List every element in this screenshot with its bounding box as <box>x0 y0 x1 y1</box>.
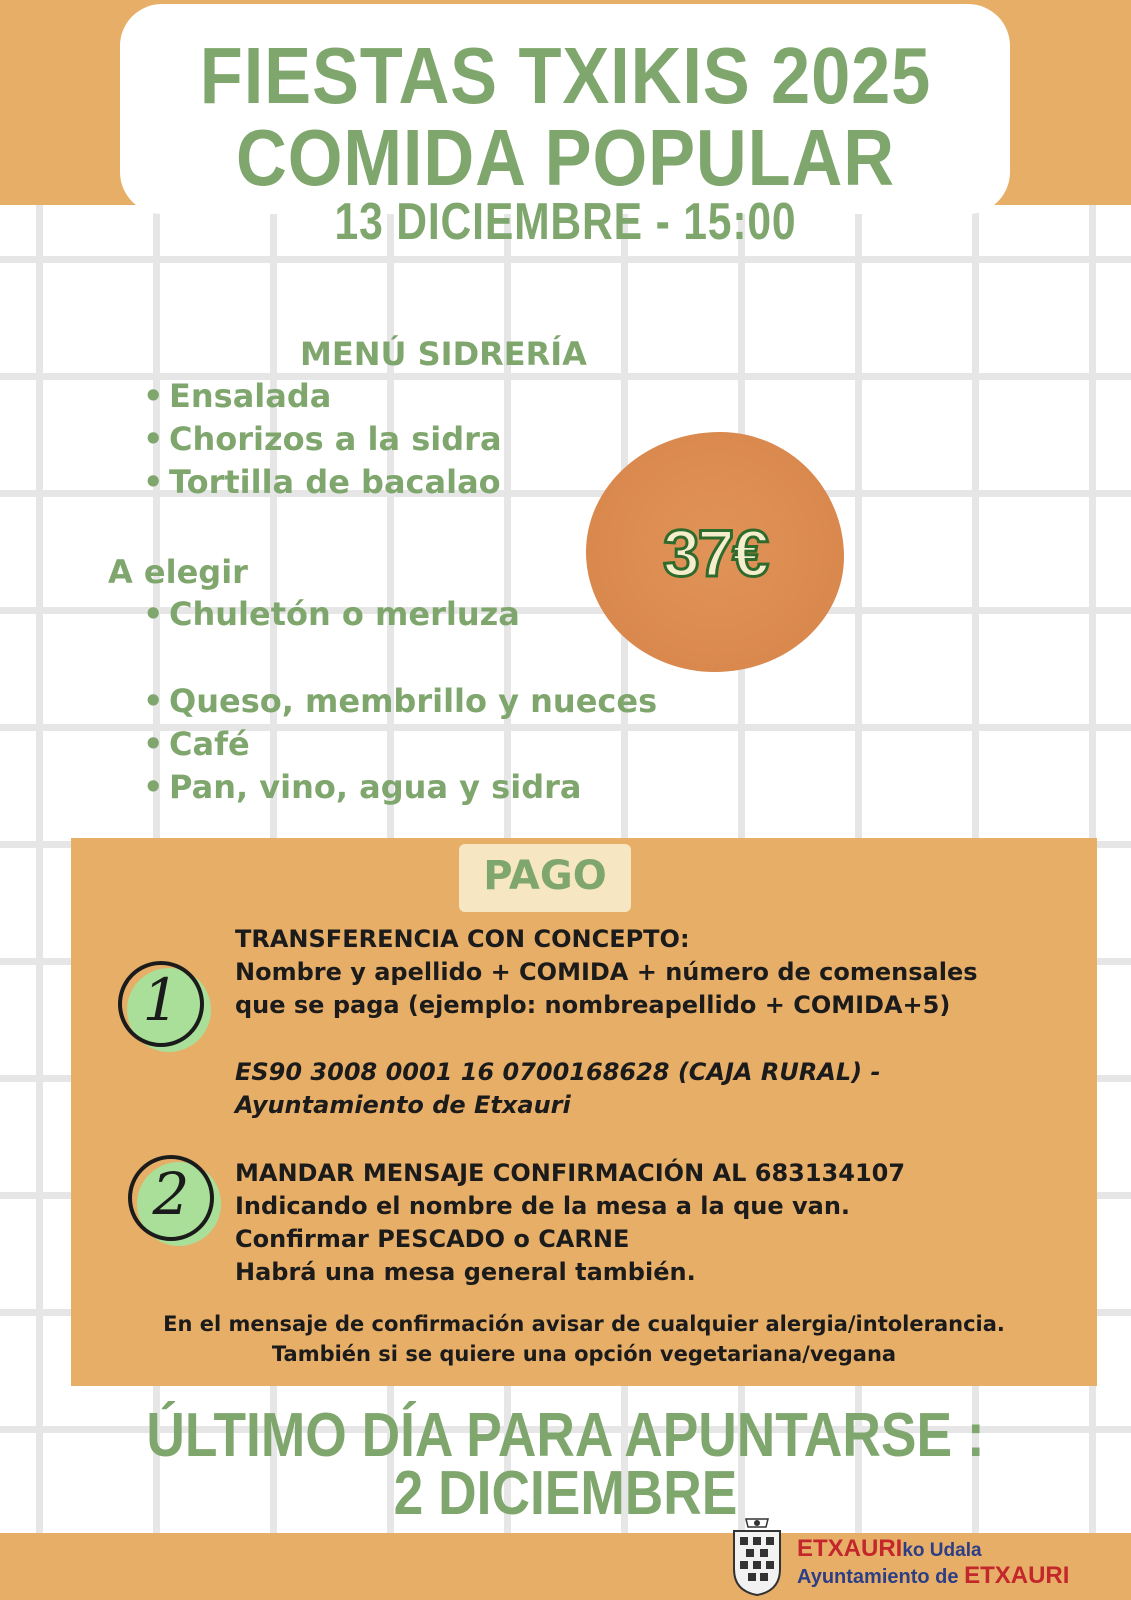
note-line: También si se quiere una opción vegetariana/vegana <box>271 1342 897 1366</box>
event-title: FIESTAS TXIKIS 2025 <box>199 31 932 120</box>
step-1-line: Nombre y apellido + COMIDA + número de comensales <box>235 958 978 986</box>
step-2-line: Confirmar PESCADO o CARNE <box>235 1225 630 1253</box>
step-2-line: MANDAR MENSAJE CONFIRMACIÓN AL 683134107 <box>235 1159 906 1187</box>
bank-details <box>235 1056 880 1122</box>
menu-choice-item: • Chuletón o merluza <box>143 595 520 633</box>
choice-label: A elegir <box>108 553 248 591</box>
menu-item: • Café <box>143 725 250 763</box>
menu-item: • Chorizos a la sidra <box>143 420 502 458</box>
step-2-number: 2 <box>152 1160 190 1228</box>
logo-suffix: ko Udala <box>902 1540 982 1561</box>
event-date-time: 13 DICIEMBRE - 15:00 <box>334 193 797 251</box>
step-1-number: 1 <box>142 966 180 1034</box>
step-2-line: Indicando el nombre de la mesa a la que van. <box>235 1192 851 1220</box>
town-shield-icon <box>730 1515 784 1597</box>
deadline-date: 2 DICIEMBRE <box>393 1459 738 1528</box>
menu-item: • Pan, vino, agua y sidra <box>143 768 581 806</box>
iban: ES90 3008 0001 16 0700168628 (CAJA RURAL) - <box>235 1058 881 1086</box>
menu-title: MENÚ SIDRERÍA <box>300 335 587 373</box>
logo-town-name: ETXAURI <box>797 1535 903 1562</box>
payment-title: PAGO <box>483 853 607 899</box>
menu-item: • Ensalada <box>143 377 331 415</box>
menu-item: • Queso, membrillo y nueces <box>143 682 657 720</box>
deadline-title: ÚLTIMO DÍA PARA APUNTARSE : <box>146 1401 985 1470</box>
step-2-line: Habrá una mesa general también. <box>235 1258 696 1286</box>
event-subtitle: COMIDA POPULAR <box>236 113 895 202</box>
step-2-instructions <box>235 1157 905 1289</box>
step-1-instructions <box>235 923 978 1022</box>
logo-town-name-2: ETXAURI <box>964 1562 1070 1589</box>
menu-item: • Tortilla de bacalao <box>143 463 501 501</box>
logo-line-2 <box>797 1562 1069 1590</box>
step-1-line: que se paga (ejemplo: nombreapellido + COMIDA+5) <box>235 991 951 1019</box>
logo-prefix: Ayuntamiento de <box>797 1566 965 1588</box>
account-holder: Ayuntamiento de Etxauri <box>235 1091 571 1119</box>
step-1-line: TRANSFERENCIA CON CONCEPTO: <box>235 925 690 953</box>
price-label: 37€ <box>662 516 768 590</box>
logo-line-1 <box>797 1535 982 1563</box>
note-line: En el mensaje de confirmación avisar de cualquier alergia/intolerancia. <box>163 1312 1005 1336</box>
allergy-note <box>71 1309 1097 1369</box>
